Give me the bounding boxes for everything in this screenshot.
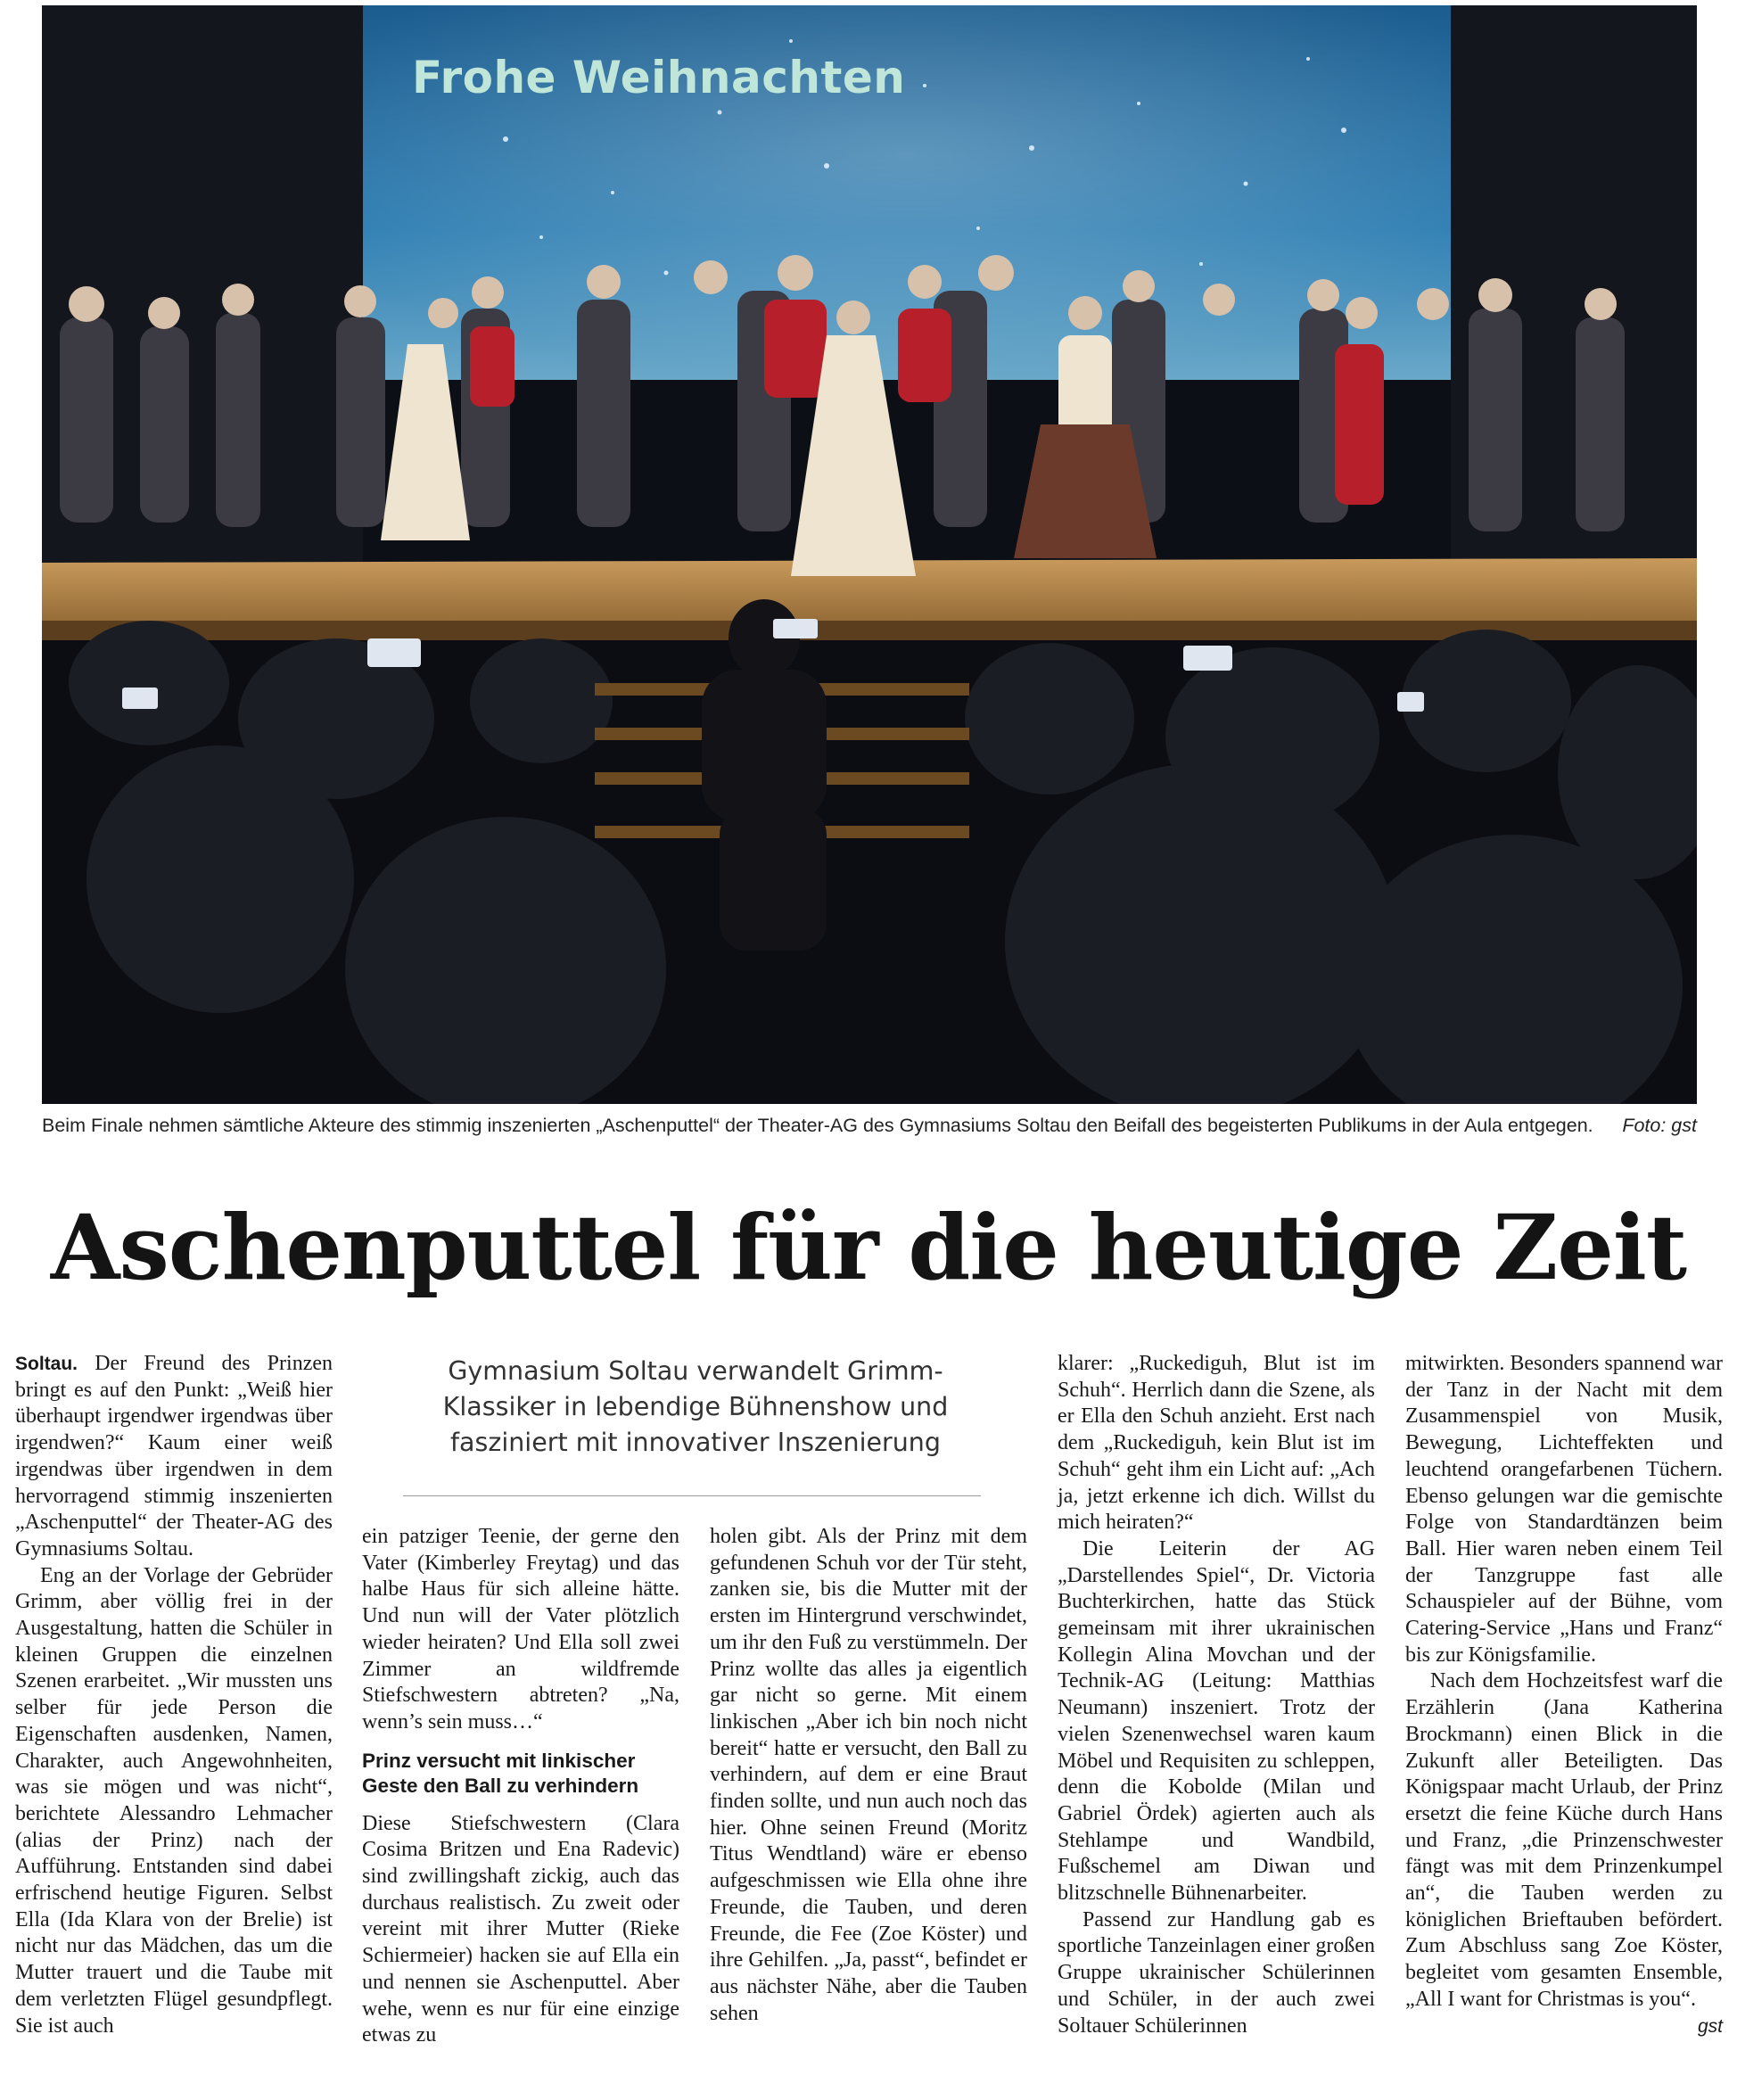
paragraph: ein patziger Teenie, der gerne den Vater (Kimberley Freytag) und das halbe Haus für sich alleine hätte. Und nun will der Vater plötzlich wieder heiraten? Und Ella soll zwei Zimmer an wildfremde Stiefschwestern abtreten? „Na, wenn’s sein muss…“ [362, 1525, 679, 1734]
paragraph: mitwirkten. Besonders spannend war der Tanz in der Nacht mit dem Zusammenspiel von Musik, Bewegung, Lichteffekten und leuchtend orangefarbenen Tüchern. Ebenso gelungen war die gemischte Folge von Standardtänzen beim Ball. Hier waren neben einem Teil der Tanzgruppe fast alle Schauspieler auf der Bühne, vom Catering-Service „Hans und Franz“ bis zur Königsfamilie. [1405, 1352, 1723, 1667]
article-column-2 [362, 1524, 679, 2049]
photo-credit: Foto: gst [1622, 1115, 1697, 1136]
paragraph [15, 1351, 333, 1563]
dateline: Soltau. [15, 1354, 78, 1374]
article-column-4 [1058, 1351, 1375, 2039]
subtitle-divider [403, 1495, 981, 1496]
caption-text: Beim Finale nehmen sämtliche Akteure des stimmig inszenierten „Aschenputtel“ der Theater-AG des Gymnasiums Soltau den Beifall des begeisterten Publikums in der Aula entgegen. [42, 1115, 1593, 1136]
author-signature: gst [1697, 2015, 1723, 2037]
paragraph: Eng an der Vorlage der Gebrüder Grimm, aber völlig frei in der Ausgestaltung, hatten die Schüler in kleinen Gruppen die einzelnen Szenen erarbeitet. „Wir mussten uns selber für jede Person die Eigenschaften ausdenken, Namen, Charakter, auch Angewohnheiten, was sie mögen und was nicht“, berichtete Alessandro Lehmacher (alias der Prinz) nach der Aufführung. Entstanden sind dabei erfrischend heutige Figuren. Selbst Ella (Ida Klara von der Brelie) ist nicht nur das Mädchen, das um die Mutter trauert und die Taube mit dem verletzten Flügel gesundpflegt. Sie ist auch [15, 1563, 333, 2038]
article-subhead: Prinz versucht mit linkischer Geste den Ball zu verhindern [362, 1749, 639, 1797]
stage-scene-illustration [42, 5, 1697, 1104]
article-column-1 [15, 1351, 333, 2039]
paragraph: Passend zur Handlung gab es sportliche Tanzeinlagen einer großen Gruppe ukrainischer Schülerinnen und Schüler, in der auch zwei Soltauer Schülerinnen [1058, 1907, 1375, 2038]
paragraph: holen gibt. Als der Prinz mit dem gefundenen Schuh vor der Tür steht, zanken sie, bis die Mutter mit der ersten im Hintergrund verschwindet, um ihr den Fuß zu verstümmeln. Der Prinz wollte das alles ja eigentlich gar nicht so gerne. Mit einem linkischen „Aber ich bin noch nicht bereit“ hatte er versucht, den Ball zu verhindern, auf dem er eine Braut finden sollte, und nun auch noch das hier. Ohne seinen Freund (Moritz Titus Wendtland) wäre er ebenso aufgeschmissen wie Ella ohne ihre Freunde, die Tauben, und deren Freunde, die Fee (Zoe Köster) und ihre Gehilfen. „Ja, passt“, befindet er aus nächster Nähe, aber die Tauben sehen [710, 1525, 1027, 2025]
article-photo [42, 5, 1697, 1104]
paragraph-text: Der Freund des Prinzen bringt es auf den Punkt: „Weiß hier überhaupt irgendwer irgendwas über irgendwen?“ Kaum einer weiß irgendwas über irgendwen in dem hervorragend stimmig inszenierten „Aschenputtel“ der Theater-AG des Gymnasiums Soltau. [15, 1352, 333, 1561]
paragraph: klarer: „Ruckediguh, Blut ist im Schuh“. Herrlich dann die Szene, als er Ella den Schuh anzieht. Erst nach dem „Ruckediguh, kein Blut ist im Schuh“ geht ihm ein Licht auf: „Ach ja, jetzt erkenne ich dich. Willst du mich heiraten?“ [1058, 1352, 1375, 1535]
article-subtitle: Gymnasium Soltau verwandelt Grimm-Klassiker in lebendige Bühnenshow und fasziniert mit innovativer Inszenierung [442, 1356, 949, 1457]
paragraph-text: Nach dem Hochzeitsfest warf die Erzählerin (Jana Katherina Brockmann) einen Blick in die Zukunft aller Beteiligten. Das Königspaar macht Urlaub, der Prinz ersetzt die feine Küche durch Hans und Franz, „die Prinzenschwester fängt was mit dem Prinzenkumpel an“, die Tauben werden zu königlichen Brieftauben befördert. Zum Abschluss sang Zoe Köster, begleitet vom gesamten Ensemble, „All I want for Christmas is you“. [1405, 1669, 1723, 2011]
article-column-5 [1405, 1351, 1723, 2039]
article-headline: Aschenputtel für die heutige Zeit [50, 1195, 1687, 1300]
article-column-3 [710, 1524, 1027, 2027]
paragraph: Diese Stiefschwestern (Clara Cosima Britzen und Ena Radevic) sind zwillingshaft zickig, auch das durchaus realistisch. Zu zweit oder vereint mit ihrer Mutter (Rieke Schiermeier) hacken sie auf Ella ein und nennen sie Aschenputtel. Aber wehe, wenn es nur für eine einzige etwas zu [362, 1811, 679, 2047]
paragraph [1405, 1668, 1723, 2037]
paragraph: Die Leiterin der AG „Darstellendes Spiel“, Dr. Victoria Buchterkirchen, hatte das Stück gemeinsam mit ihrer ukrainischen Kollegin Alina Movchan und der Technik-AG (Leitung: Matthias Neumann) inszeniert. Trotz der vielen Szenenwechsel waren kaum Möbel und Requisiten zu schleppen, denn die Kobolde (Milan und Gabriel Ördek) agierten auch als Stehlampe und Wandbild, Fußschemel am Diwan und blitzschnelle Bühnenarbeiter. [1058, 1536, 1375, 1906]
backdrop-banner-text: Frohe Weihnachten [412, 52, 906, 103]
photo-caption [42, 1113, 1697, 1139]
